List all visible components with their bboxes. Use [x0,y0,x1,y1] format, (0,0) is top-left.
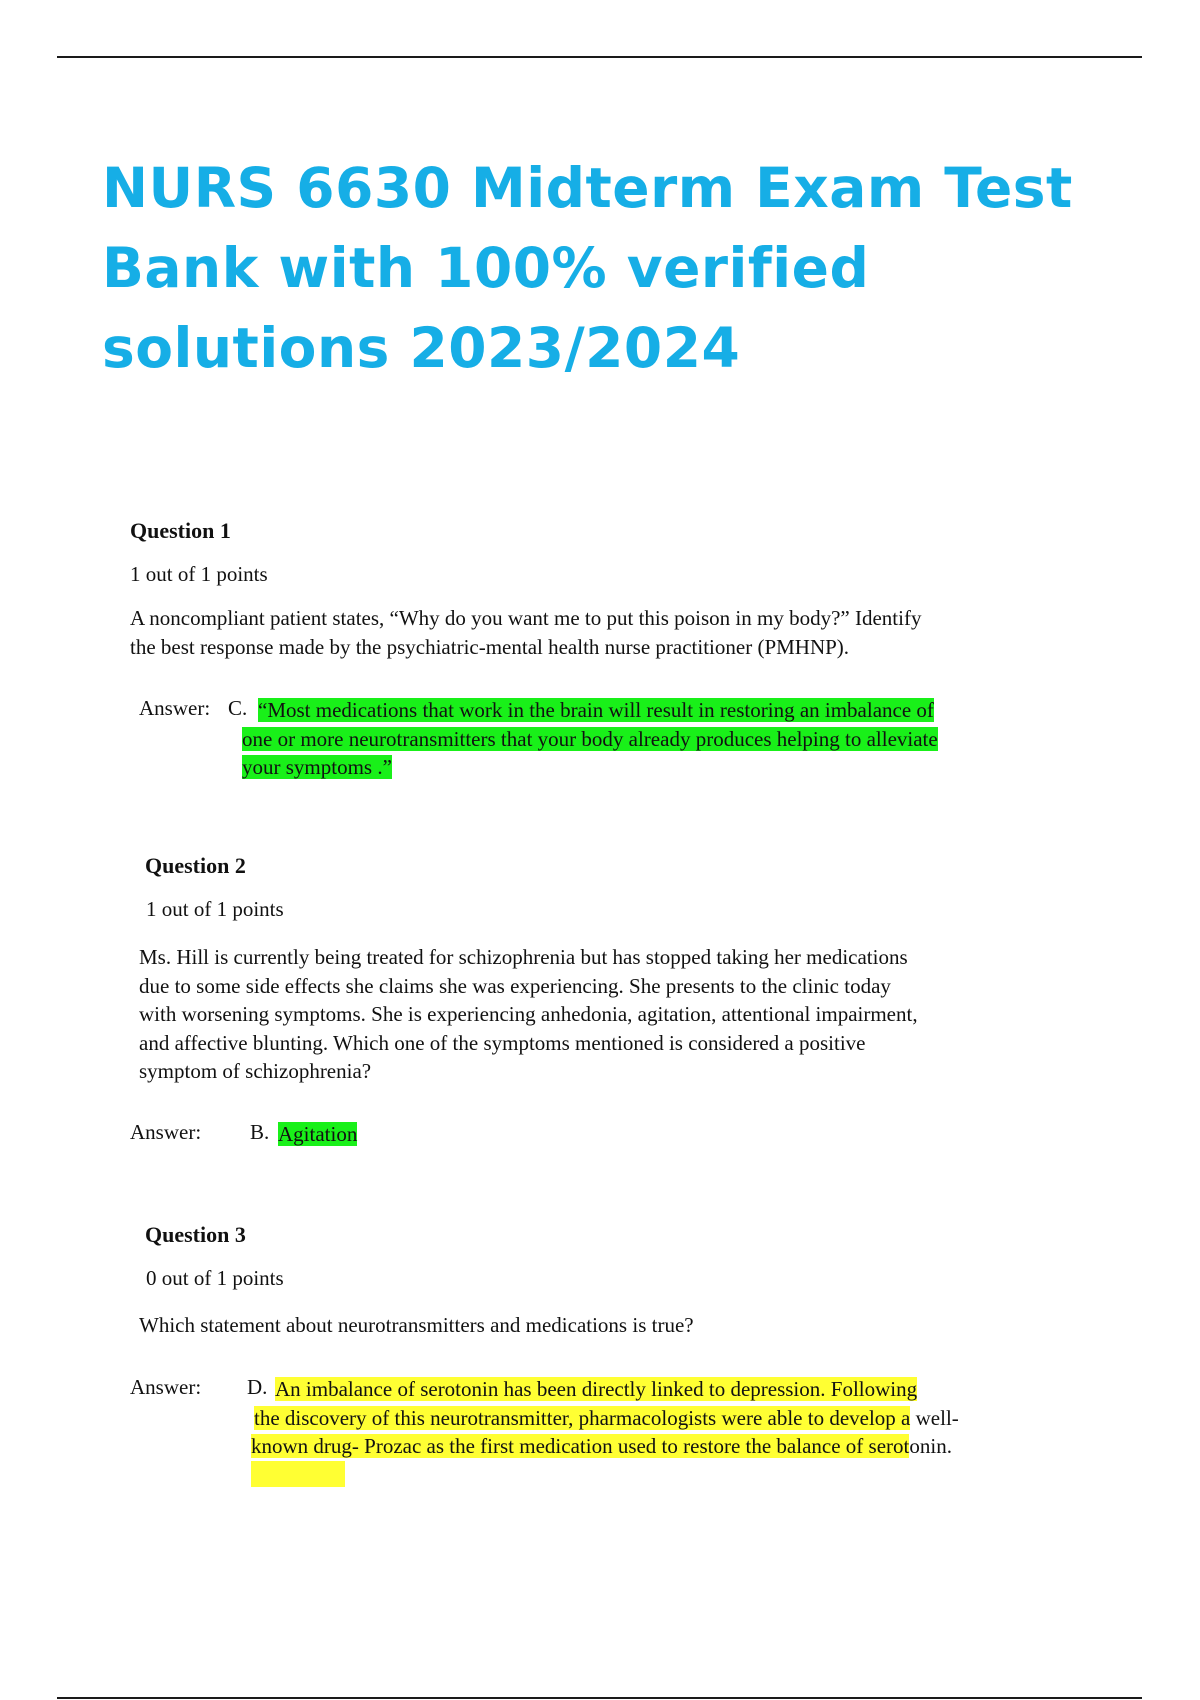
question-text-line: and affective blunting. Which one of the symptoms mentioned is considered a positive [139,1030,866,1055]
answer-text [278,1120,357,1149]
question-points: 1 out of 1 points [146,897,284,921]
correct-highlight: “Most medications that work in the brain will result in restoring an imbalance of [258,698,934,722]
title-line: solutions 2023/2024 [102,316,741,380]
question-text [139,943,918,1086]
incorrect-highlight: known drug- Prozac as the first medication used to restore the balance of serot [251,1434,910,1458]
question-text-line: A noncompliant patient states, “Why do you want me to put this poison in my body?” Identify [130,606,922,630]
question-text-line: Which statement about neurotransmitters and medications is true? [139,1313,694,1337]
answer-line [251,1432,959,1461]
answer-label: Answer: [130,1120,202,1144]
question-text-line: the best response made by the psychiatric-mental health nurse practitioner (PMHNP). [130,634,850,659]
answer-line [258,696,938,725]
bottom-rule [57,1697,1142,1699]
question-points: 0 out of 1 points [146,1266,284,1290]
question-heading: Question 3 [145,1222,246,1247]
top-rule [57,56,1142,58]
correct-highlight: one or more neurotransmitters that your body already produces helping to alleviate [242,726,938,751]
question-points: 1 out of 1 points [130,562,268,586]
correct-highlight: Agitation [278,1122,358,1146]
answer-line [242,725,938,754]
correct-highlight: your symptoms .” [242,755,392,779]
question-text [139,1311,694,1340]
question-text-line: with worsening symptoms. She is experiencing anhedonia, agitation, attentional impairment, [139,1002,918,1026]
answer-tail: well- [915,1405,959,1430]
answer-letter: C. [228,696,248,720]
title-line: NURS 6630 Midterm Exam Test [102,156,1073,220]
answer-letter: D. [247,1375,268,1399]
question-heading: Question 2 [145,853,246,878]
title-line: Bank with 100% verified [102,236,870,300]
highlight-remnant [251,1461,345,1487]
answer-text [251,1375,959,1461]
answer-tail: onin. [909,1434,952,1458]
answer-text [242,696,938,782]
question-heading: Question 1 [130,518,231,543]
answer-label: Answer: [130,1375,202,1399]
answer-line [242,753,938,782]
answer-label: Answer: [139,696,211,720]
question-text-line: due to some side effects she claims she was experiencing. She presents to the clinic today [139,973,891,998]
answer-line [275,1375,959,1404]
question-text-line: Ms. Hill is currently being treated for schizophrenia but has stopped taking her medications [139,945,908,969]
answer-line [254,1404,959,1433]
question-text-line: symptom of schizophrenia? [139,1059,372,1083]
incorrect-highlight: the discovery of this neurotransmitter, pharmacologists were able to develop a [254,1405,911,1430]
answer-line [278,1120,357,1149]
incorrect-highlight: An imbalance of serotonin has been directly linked to depression. Following [275,1377,918,1401]
question-text [130,604,921,661]
answer-letter: B. [250,1120,270,1144]
document-title [102,148,1102,388]
